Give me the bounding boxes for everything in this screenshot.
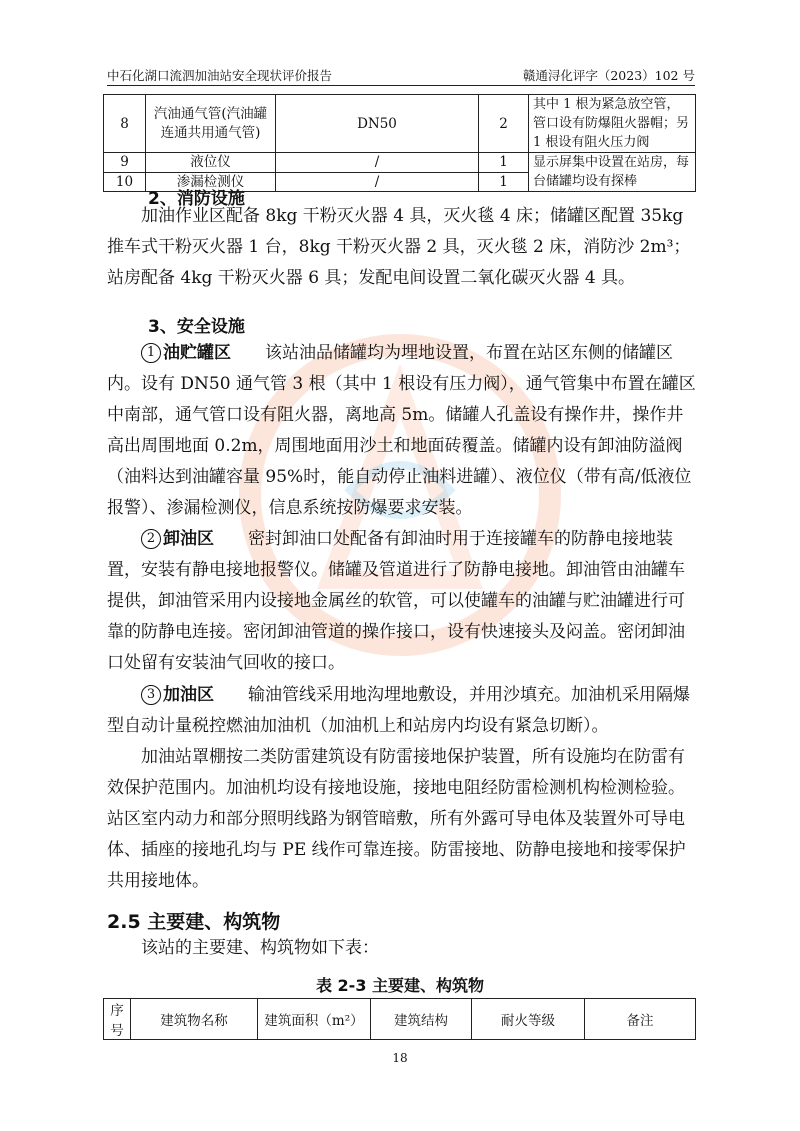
table-row [104,95,696,153]
buildings-table [103,998,696,1040]
circled-number: 3 [141,685,161,705]
fire-facilities-text: 加油作业区配备 8kg 干粉灭火器 4 具，灭火毯 4 床；储罐区配置 35kg 推车式干粉灭火器 1 台，8kg 干粉灭火器 2 具，灭火毯 2 床，消防沙 2m³；站房配备 4kg 干粉灭火器 6 具；发配电间设置二氧化碳灭火器 4 具。 [107,206,691,288]
cell-spec: / [276,172,479,192]
col-header: 备注 [585,999,696,1040]
col-header: 建筑面积（m²） [258,999,371,1040]
cell-qty: 2 [479,95,529,153]
heading-safety-facilities: 3、安全设施 [148,317,245,337]
unload-area-title: 卸油区 [163,529,214,549]
cell-no: 9 [104,153,146,173]
col-header: 建筑结构 [371,999,472,1040]
header-report-number: 赣通浔化评字（2023）102 号 [522,68,695,83]
section-heading-buildings: 2.5 主要建、构筑物 [107,911,281,933]
col-header: 序号 [104,999,131,1040]
unload-area-text: 密封卸油口处配备有卸油时用于连接罐车的防静电接地装置，安装有静电接地报警仪。储罐及管道进行了防静电接地。卸油管由油罐车提供，卸油管采用内设接地金属丝的软管，可以使罐车的油罐与贮油罐进行可靠的防静电连接。密闭卸油管道的操作接口，设有快速接头及闷盖。密闭卸油口处留有安装油气回收的接口。 [107,529,685,673]
table-row [104,153,696,173]
fuel-area-paragraph [107,680,697,742]
table-header-row [104,999,696,1040]
unload-area-paragraph [107,524,697,679]
header-report-title: 中石化湖口流泗加油站安全现状评价报告 [107,68,333,83]
fuel-area-title: 加油区 [163,685,214,705]
cell-no: 8 [104,95,146,153]
tank-area-text: 该站油品储罐均为埋地设置，布置在站区东侧的储罐区内。设有 DN50 通气管 3 根（其中 1 根设有压力阀），通气管集中布置在罐区中南部，通气管口设有阻火器，离地高 5m。储罐人孔盖设有操作井，操作井高出周围地面 0.2m，周围地面用沙土和地面砖覆盖。储罐内设有卸油防溢阀（油料达到油罐容量 95%时，能自动停止油料进罐）、液位仪（带有高/低液位报警）、渗漏检测仪，信息系统按防爆要求安装。 [107,343,696,518]
fuel-area-text: 输油管线采用地沟埋地敷设，并用沙填充。加油机采用隔爆型自动计量税控燃油加油机（加油机上和站房内均设有紧急切断）。 [107,685,690,736]
col-header: 建筑物名称 [131,999,258,1040]
lightning-protection-text: 加油站罩棚按二类防雷建筑设有防雷接地保护装置，所有设施均在防雷有效保护范围内。加油机均设有接地设施，接地电阻经防雷检测机构检测检验。站区室内动力和部分照明线路为钢管暗敷，所有外露可导电体及装置外可导电体、插座的接地孔均与 PE 线作可靠连接。防雷接地、防静电接地和接零保护共用接地体。 [107,747,686,891]
table-caption: 表 2-3 主要建、构筑物 [315,976,485,995]
heading-fire-facilities: 2、消防设施 [148,189,245,209]
tank-area-title: 油贮罐区 [163,343,231,363]
cell-name: 渗漏检测仪 [146,172,276,192]
circled-number: 2 [141,529,161,549]
cell-spec: DN50 [276,95,479,153]
page-header [107,63,695,86]
col-header: 耐火等级 [472,999,585,1040]
cell-no: 10 [104,172,146,192]
cell-note: 显示屏集中设置在站房，每台储罐均设有探棒 [529,153,696,192]
cell-spec: / [276,153,479,173]
cell-note: 其中 1 根为紧急放空管，管口设有防爆阻火器帽；另 1 根设有阻火压力阀 [529,95,696,153]
equipment-table [103,94,696,192]
circled-number: 1 [141,343,161,363]
section-intro: 该站的主要建、构筑物如下表： [141,938,379,958]
tank-area-paragraph [107,338,697,524]
page-number: 18 [392,1051,408,1065]
cell-name: 汽油通气管(汽油罐连通共用通气管) [146,95,276,153]
cell-name: 液位仪 [146,153,276,173]
cell-qty: 1 [479,153,529,173]
cell-qty: 1 [479,172,529,192]
